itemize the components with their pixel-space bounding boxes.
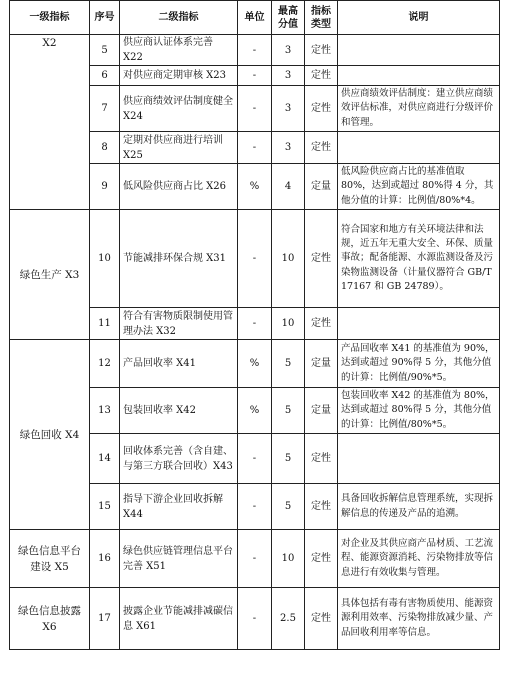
table-row <box>10 210 500 308</box>
score-cell: 3 <box>272 66 305 86</box>
type-cell: 定量 <box>305 340 338 388</box>
type-cell: 定性 <box>305 484 338 530</box>
name-cell: 披露企业节能减排减碳信息 X61 <box>120 588 238 650</box>
header-unit: 单位 <box>238 1 272 35</box>
score-cell: 5 <box>272 340 305 388</box>
score-cell: 10 <box>272 308 305 340</box>
header-type: 指标 类型 <box>305 1 338 35</box>
desc-cell: 对企业及其供应商产品材质、工艺流程、能源资源消耗、污染物排放等信息进行有效收集与管理。 <box>338 530 500 588</box>
unit-cell: - <box>238 484 272 530</box>
name-cell: 供应商认证体系完善 X22 <box>120 35 238 66</box>
score-cell: 10 <box>272 530 305 588</box>
name-cell: 低风险供应商占比 X26 <box>120 164 238 210</box>
score-cell: 3 <box>272 132 305 164</box>
unit-cell: - <box>238 66 272 86</box>
desc-cell <box>338 35 500 66</box>
category-cell: 绿色信息披露 X6 <box>10 588 90 650</box>
desc-cell: 包装回收率 X42 的基准值为 80%，达到或超过 80%得 5 分，其他分值的计算：比例值/80%*5。 <box>338 388 500 434</box>
score-cell: 3 <box>272 35 305 66</box>
desc-cell: 具备回收拆解信息管理系统，实现拆解信息的传递及产品的追溯。 <box>338 484 500 530</box>
unit-cell: - <box>238 530 272 588</box>
name-cell: 产品回收率 X41 <box>120 340 238 388</box>
desc-cell <box>338 66 500 86</box>
name-cell: 符合有害物质限制使用管理办法 X32 <box>120 308 238 340</box>
unit-cell: - <box>238 132 272 164</box>
score-cell: 5 <box>272 388 305 434</box>
unit-cell: - <box>238 434 272 484</box>
type-cell: 定性 <box>305 35 338 66</box>
header-desc: 说明 <box>338 1 500 35</box>
no-cell: 5 <box>90 35 120 66</box>
name-cell: 供应商绩效评估制度健全 X24 <box>120 86 238 132</box>
unit-cell: % <box>238 388 272 434</box>
type-cell: 定量 <box>305 388 338 434</box>
header-score: 最高 分值 <box>272 1 305 35</box>
header-name: 二级指标 <box>120 1 238 35</box>
type-cell: 定量 <box>305 164 338 210</box>
name-cell: 回收体系完善（含自建、与第三方联合回收）X43 <box>120 434 238 484</box>
unit-cell: - <box>238 35 272 66</box>
desc-cell <box>338 434 500 484</box>
no-cell: 9 <box>90 164 120 210</box>
unit-cell: % <box>238 164 272 210</box>
desc-cell: 供应商绩效评估制度：建立供应商绩效评估标准，对供应商进行分级评价和管理。 <box>338 86 500 132</box>
score-cell: 4 <box>272 164 305 210</box>
score-cell: 5 <box>272 434 305 484</box>
unit-cell: - <box>238 86 272 132</box>
unit-cell: - <box>238 588 272 650</box>
category-cell: 绿色生产 X3 <box>10 210 90 340</box>
type-cell: 定性 <box>305 530 338 588</box>
no-cell: 12 <box>90 340 120 388</box>
no-cell: 7 <box>90 86 120 132</box>
no-cell: 10 <box>90 210 120 308</box>
no-cell: 16 <box>90 530 120 588</box>
type-cell: 定性 <box>305 434 338 484</box>
no-cell: 15 <box>90 484 120 530</box>
name-cell: 包装回收率 X42 <box>120 388 238 434</box>
unit-cell: % <box>238 340 272 388</box>
desc-cell: 符合国家和地方有关环境法律和法规，近五年无重大安全、环保、质量事故；配备能源、水源监测设备及污染物监测设备（计量仪器符合 GB/T 17167 和 GB 24789）。 <box>338 210 500 308</box>
type-cell: 定性 <box>305 210 338 308</box>
table-row <box>10 588 500 650</box>
desc-cell: 具体包括有毒有害物质使用、能源资源利用效率、污染物排放减少量、产品回收利用率等信息。 <box>338 588 500 650</box>
score-cell: 5 <box>272 484 305 530</box>
type-cell: 定性 <box>305 132 338 164</box>
name-cell: 节能减排环保合规 X31 <box>120 210 238 308</box>
desc-cell: 低风险供应商占比的基准值取 80%，达到或超过 80%得 4 分，其他分值的计算：比例值/80%*4。 <box>338 164 500 210</box>
name-cell: 指导下游企业回收拆解 X44 <box>120 484 238 530</box>
score-cell: 10 <box>272 210 305 308</box>
unit-cell: - <box>238 210 272 308</box>
name-cell: 绿色供应链管理信息平台完善 X51 <box>120 530 238 588</box>
type-cell: 定性 <box>305 588 338 650</box>
unit-cell: - <box>238 308 272 340</box>
category-cell: 绿色回收 X4 <box>10 340 90 530</box>
type-cell: 定性 <box>305 308 338 340</box>
score-cell: 3 <box>272 86 305 132</box>
score-cell: 2.5 <box>272 588 305 650</box>
desc-cell <box>338 308 500 340</box>
category-cell: 绿色信息平台建设 X5 <box>10 530 90 588</box>
header-no: 序号 <box>90 1 120 35</box>
header-row <box>10 1 500 35</box>
name-cell: 对供应商定期审核 X23 <box>120 66 238 86</box>
no-cell: 13 <box>90 388 120 434</box>
header-category: 一级指标 <box>10 1 90 35</box>
no-cell: 14 <box>90 434 120 484</box>
no-cell: 11 <box>90 308 120 340</box>
desc-cell <box>338 132 500 164</box>
indicator-table <box>9 0 500 650</box>
table-row <box>10 530 500 588</box>
table-row <box>10 340 500 388</box>
no-cell: 6 <box>90 66 120 86</box>
type-cell: 定性 <box>305 86 338 132</box>
no-cell: 8 <box>90 132 120 164</box>
table-row <box>10 35 500 66</box>
category-cell: X2 <box>10 35 90 210</box>
desc-cell: 产品回收率 X41 的基准值为 90%，达到或超过 90%得 5 分，其他分值的计算：比例值/90%*5。 <box>338 340 500 388</box>
type-cell: 定性 <box>305 66 338 86</box>
no-cell: 17 <box>90 588 120 650</box>
name-cell: 定期对供应商进行培训 X25 <box>120 132 238 164</box>
